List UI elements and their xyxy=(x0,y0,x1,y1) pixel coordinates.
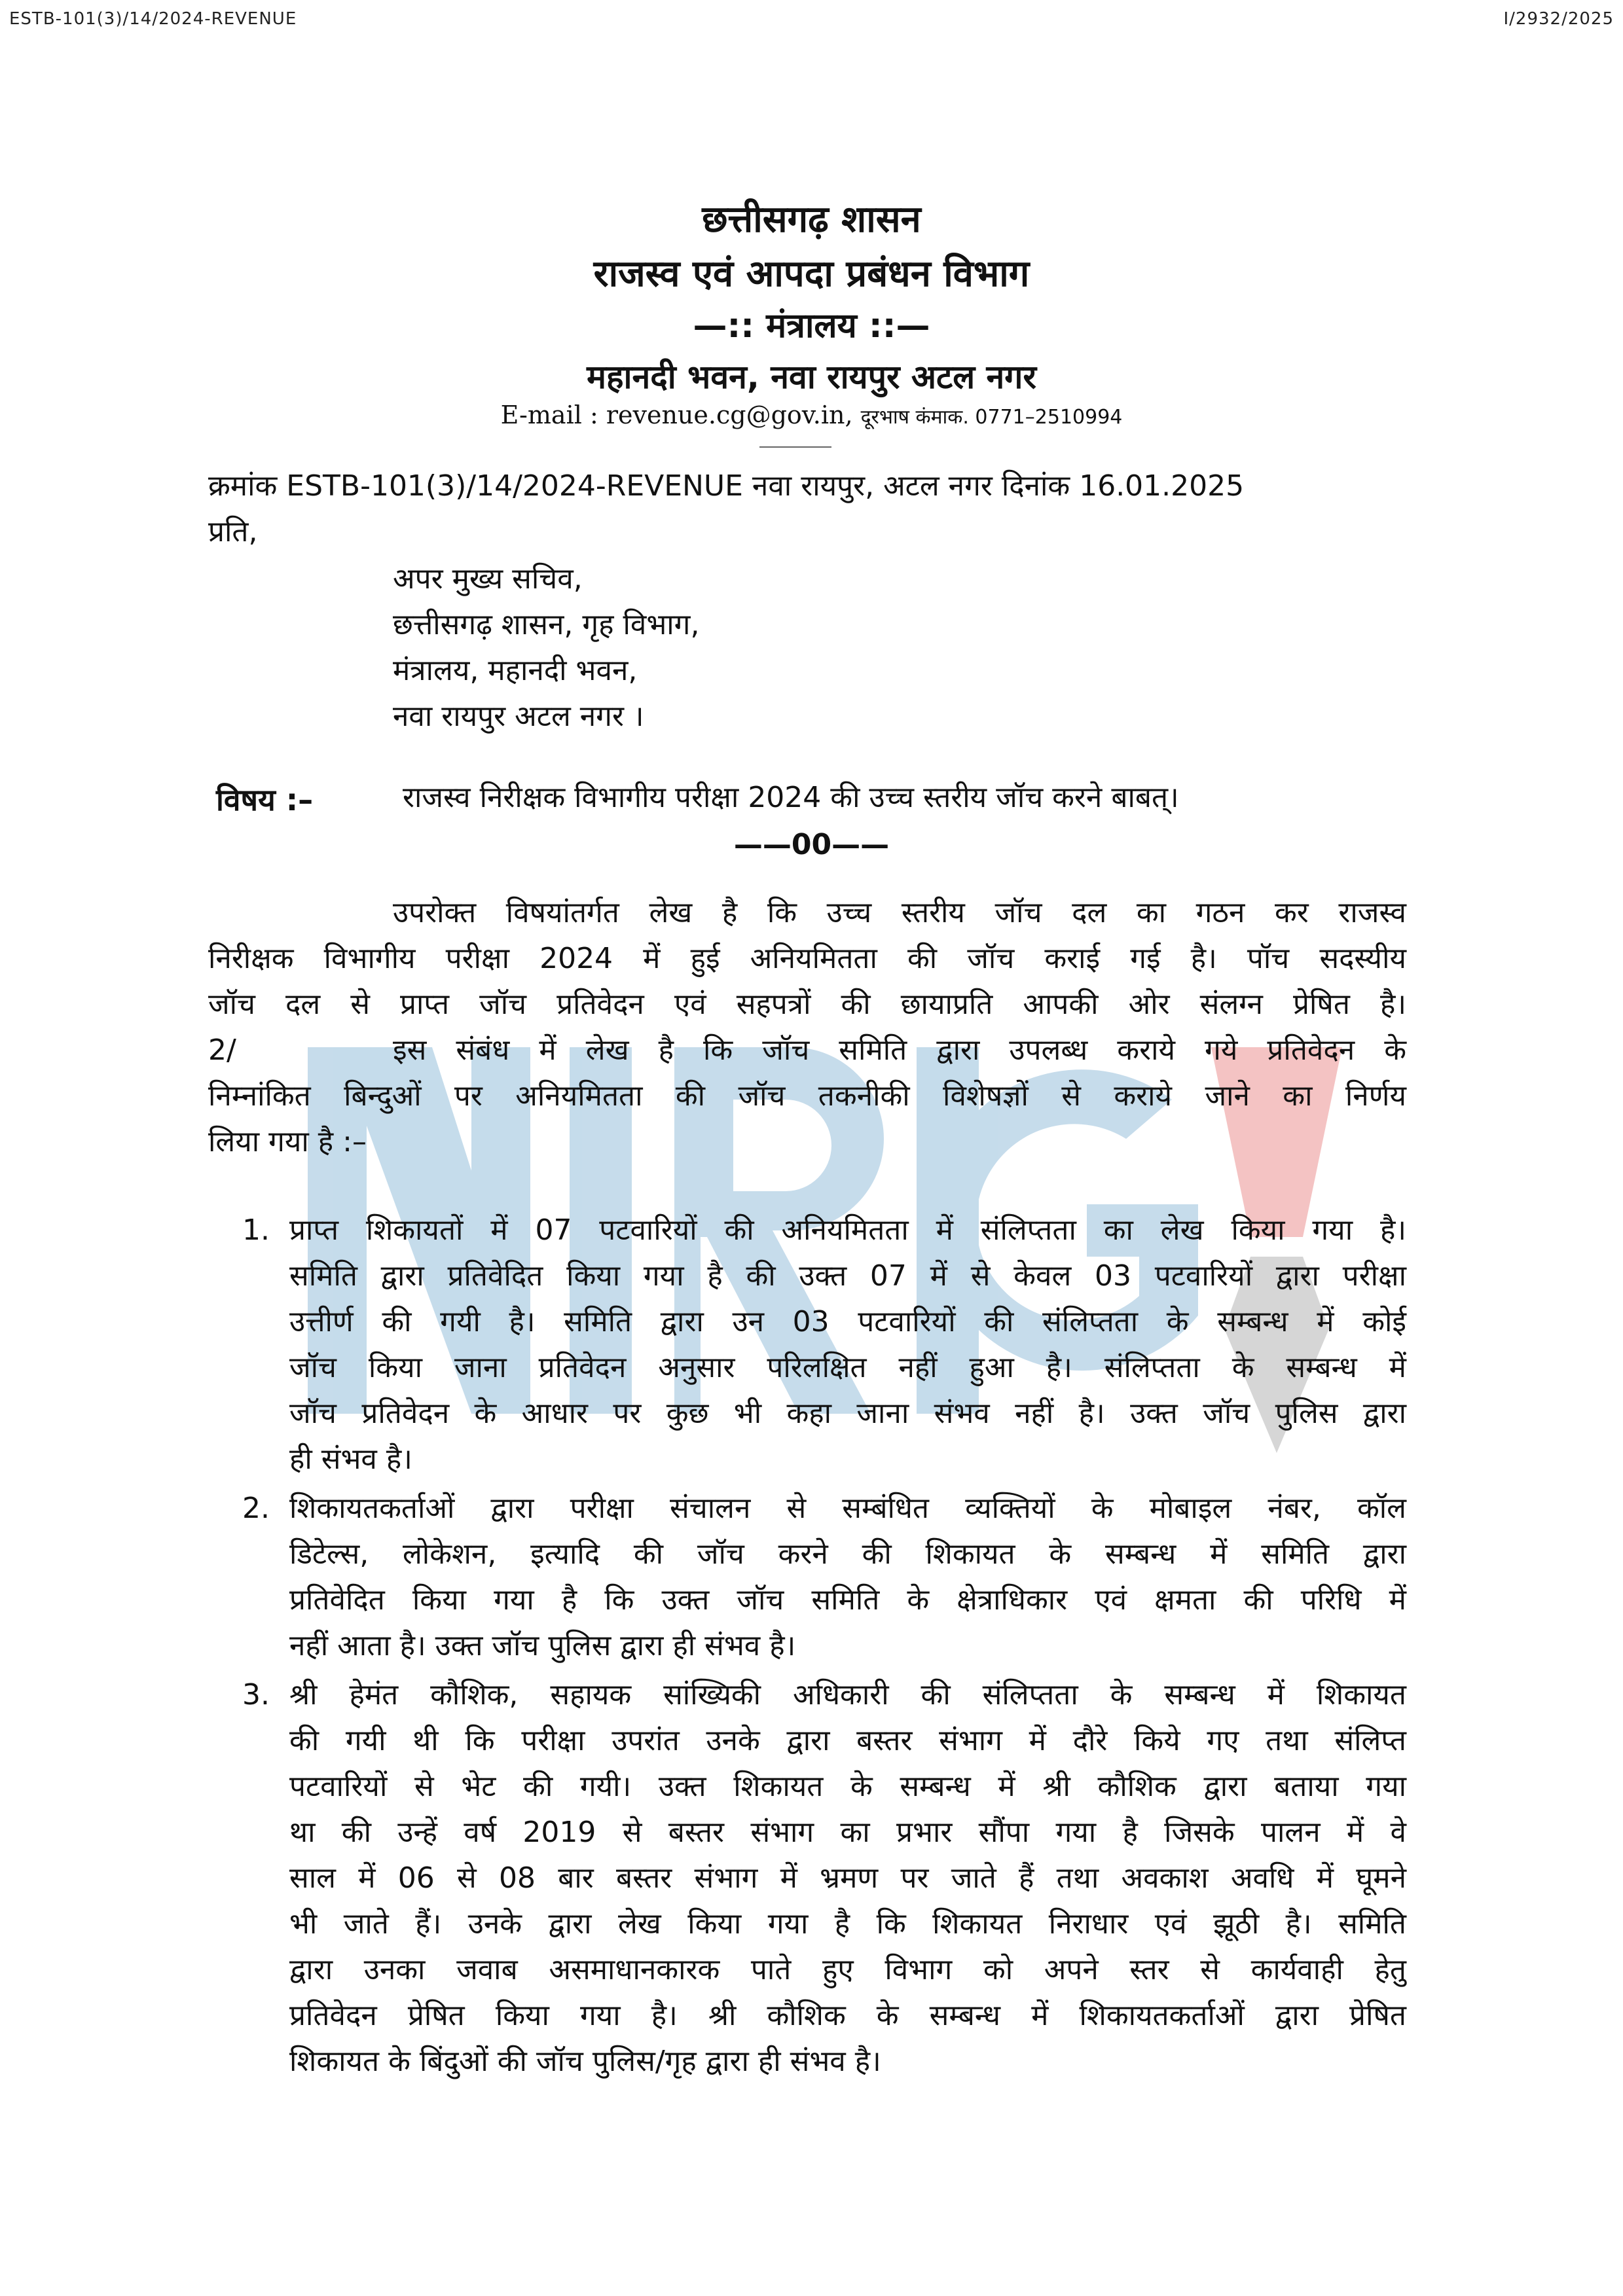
file-number: ESTB-101(3)/14/2024-REVENUE xyxy=(9,9,297,29)
paragraph-line: जॉच दल से प्राप्त जॉच प्रतिवेदन एवं सहपत्रों की छायाप्रति आपकी ओर संलग्न प्रेषित है। xyxy=(208,988,1406,1021)
point-line: प्राप्त शिकायतों में 07 पटवारियों की अनियमितता में संलिप्तता का लेख किया गया है। xyxy=(289,1213,1406,1247)
recipient-line: मंत्रालय, महानदी भवन, xyxy=(393,654,638,687)
subject-separator: ——00—— xyxy=(733,828,890,861)
point-1 xyxy=(289,1208,1406,1482)
point-2 xyxy=(289,1486,1406,1669)
subject-label: विषय :– xyxy=(216,782,314,817)
paragraph-2-number: 2/ xyxy=(208,1033,236,1067)
ministry-title: —:: मंत्रालय ::— xyxy=(693,306,930,346)
prati-label: प्रति, xyxy=(208,515,258,548)
point-line: साल में 06 से 08 बार बस्तर संभाग में भ्रमण पर जाते हैं तथा अवकाश अवधि में घूमने xyxy=(289,1861,1406,1895)
point-line: नहीं आता है। उक्त जॉच पुलिस द्वारा ही संभव है। xyxy=(289,1629,796,1662)
paragraph-2 xyxy=(208,1028,1406,1165)
point-line: जॉच प्रतिवेदन के आधार पर कुछ भी कहा जाना संभव नहीं है। उक्त जॉच पुलिस द्वारा xyxy=(289,1397,1406,1430)
subject-text: राजस्व निरीक्षक विभागीय परीक्षा 2024 की उच्च स्तरीय जॉच करने बाबत्। xyxy=(403,781,1179,814)
phone-number: दूरभाष कंमाक. 0771–2510994 xyxy=(860,406,1123,429)
letterhead-divider xyxy=(759,446,831,448)
point-line: प्रतिवेदन प्रेषित किया गया है। श्री कौशिक के सम्बन्ध में शिकायतकर्ताओं द्वारा प्रेषित xyxy=(289,1999,1406,2032)
point-line: ही संभव है। xyxy=(289,1443,412,1476)
recipient-address xyxy=(393,556,699,740)
point-line: पटवारियों से भेट की गयी। उक्त शिकायत के सम्बन्ध में श्री कौशिक द्वारा बताया गया xyxy=(289,1770,1406,1803)
paragraph-line: उपरोक्त विषयांतर्गत लेख है कि उच्च स्तरीय जॉच दल का गठन कर राजस्व xyxy=(393,896,1406,929)
point-line: भी जाते हैं। उनके द्वारा लेख किया गया है कि शिकायत निराधार एवं झूठी है। समिति xyxy=(289,1907,1406,1941)
email-address: E-mail : revenue.cg@gov.in, xyxy=(500,401,853,429)
point-line: प्रतिवेदित किया गया है कि उक्त जॉच समिति के क्षेत्राधिकार एवं क्षमता की परिधि में xyxy=(289,1583,1406,1617)
paragraph-line: निम्नांकित बिन्दुओं पर अनियमितता की जॉच तकनीकी विशेषज्ञों से कराये जाने का निर्णय xyxy=(208,1079,1406,1113)
point-line: समिति द्वारा प्रतिवेदित किया गया है की उक्त 07 में से केवल 03 पटवारियों द्वारा परीक्षा xyxy=(289,1259,1406,1293)
point-1-number: 1. xyxy=(242,1213,270,1247)
contact-line xyxy=(0,401,1623,429)
govt-title: छत्तीसगढ़ शासन xyxy=(702,198,921,241)
office-address: महानदी भवन, नवा रायपुर अटल नगर xyxy=(587,358,1036,396)
paragraph-1 xyxy=(208,890,1406,1028)
recipient-line: अपर मुख्य सचिव, xyxy=(393,562,583,596)
reference-line: क्रमांक ESTB-101(3)/14/2024-REVENUE नवा रायपुर, अटल नगर दिनांक 16.01.2025 xyxy=(208,469,1245,503)
recipient-line: नवा रायपुर अटल नगर । xyxy=(393,700,644,733)
paragraph-line: लिया गया है :– xyxy=(208,1125,367,1158)
department-title: राजस्व एवं आपदा प्रबंधन विभाग xyxy=(593,253,1030,295)
point-line: श्री हेमंत कौशिक, सहायक सांख्यिकी अधिकारी की संलिप्तता के सम्बन्ध में शिकायत xyxy=(289,1678,1406,1712)
point-line: उत्तीर्ण की गयी है। समिति द्वारा उन 03 पटवारियों की संलिप्तता के सम्बन्ध में कोई xyxy=(289,1305,1406,1338)
recipient-line: छत्तीसगढ़ शासन, गृह विभाग, xyxy=(393,608,700,641)
point-2-number: 2. xyxy=(242,1492,270,1525)
paragraph-line: निरीक्षक विभागीय परीक्षा 2024 में हुई अनियमितता की जॉच कराई गई है। पॉच सदस्यीय xyxy=(208,942,1406,975)
point-line: डिटेल्स, लोकेशन, इत्यादि की जॉच करने की शिकायत के सम्बन्ध में समिति द्वारा xyxy=(289,1537,1406,1571)
point-3-number: 3. xyxy=(242,1678,270,1712)
point-line: द्वारा उनका जवाब असमाधानकारक पाते हुए विभाग को अपने स्तर से कार्यवाही हेतु xyxy=(289,1953,1406,1986)
paragraph-line: इस संबंध में लेख है कि जॉच समिति द्वारा उपलब्ध कराये गये प्रतिवेदन के xyxy=(393,1033,1406,1067)
point-line: शिकायत के बिंदुओं की जॉच पुलिस/गृह द्वारा ही संभव है। xyxy=(289,2045,881,2078)
point-3 xyxy=(289,1672,1406,2085)
point-line: था की उन्हें वर्ष 2019 से बस्तर संभाग का प्रभार सौंपा गया है जिसके पालन में वे xyxy=(289,1816,1406,1849)
point-line: जॉच किया जाना प्रतिवेदन अनुसार परिलक्षित नहीं हुआ है। संलिप्तता के सम्बन्ध में xyxy=(289,1351,1406,1384)
point-line: की गयी थी कि परीक्षा उपरांत उनके द्वारा बस्तर संभाग में दौरे किये गए तथा संलिप्त xyxy=(289,1724,1406,1757)
point-line: शिकायतकर्ताओं द्वारा परीक्षा संचालन से सम्बंधित व्यक्तियों के मोबाइल नंबर, कॉल xyxy=(289,1492,1406,1525)
document-number: I/2932/2025 xyxy=(1503,9,1614,29)
